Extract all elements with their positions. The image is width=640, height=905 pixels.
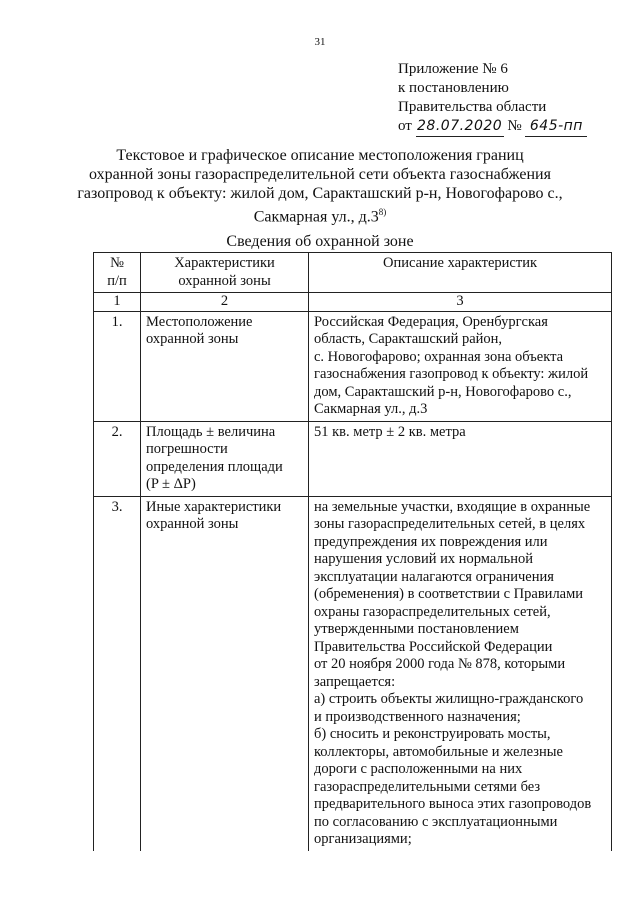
description-line: на земельные участки, входящие в охранные — [314, 498, 591, 515]
description-line: организациями; — [314, 831, 412, 847]
number-label: № — [507, 118, 522, 134]
protection-zone-table — [93, 252, 612, 851]
characteristic-line: (P ± ΔP) — [146, 476, 196, 492]
title-line-3: газопровод к объекту: жилой дом, Саракташский р-н, Новогофарово с., — [77, 185, 563, 202]
description-line: нарушения условий их нормальной — [314, 551, 534, 567]
description-line: предварительного выноса этих газопроводов — [314, 796, 592, 812]
title-line-4-text: Сакмарная ул., д.3 — [253, 208, 379, 226]
header-description: Описание характеристик — [309, 253, 612, 293]
description-line: Правительства Российской Федерации — [314, 638, 553, 655]
description-line: с. Новогофарово; охранная зона объекта — [314, 348, 564, 365]
footnote-mark: 8) — [378, 207, 387, 217]
characteristic-line: охранной зоны — [146, 331, 239, 347]
row-description — [309, 421, 612, 496]
handwritten-date: 28.07.2020 — [416, 117, 504, 137]
description-line: предупреждения их повреждения или — [314, 533, 548, 550]
appendix-date-line — [398, 117, 587, 137]
from-label: от — [398, 118, 412, 134]
row-number: 1. — [94, 311, 141, 421]
table-row — [94, 496, 612, 851]
appendix-block — [398, 60, 587, 137]
document-title — [60, 146, 580, 226]
description-line: а) строить объекты жилищно-гражданского — [314, 691, 584, 707]
title-line-2: охранной зоны газораспределительной сети объекта газоснабжения — [89, 166, 551, 183]
row-characteristic — [141, 311, 309, 421]
characteristic-line: охранной зоны — [146, 516, 239, 532]
description-line: коллекторы, автомобильные и железные — [314, 743, 563, 760]
description-line: по согласованию с эксплуатационными — [314, 813, 558, 830]
table-row — [94, 311, 612, 421]
row-characteristic — [141, 421, 309, 496]
row-description — [309, 311, 612, 421]
description-line: и производственного назначения; — [314, 708, 521, 725]
description-line: от 20 ноября 2000 года № 878, которыми — [314, 656, 566, 672]
description-line: газораспределительными сетями без — [314, 778, 541, 795]
title-line-4 — [60, 203, 580, 226]
appendix-title: Приложение № 6 — [398, 61, 508, 77]
row-description — [309, 496, 612, 851]
characteristic-line: Иные характеристики — [146, 498, 282, 515]
description-line: область, Саракташский район, — [314, 331, 503, 347]
description-line: охраны газораспределительных сетей, — [314, 603, 551, 620]
column-numbering-row — [94, 293, 612, 312]
row-number: 3. — [94, 496, 141, 851]
description-line: Сакмарная ул., д.3 — [314, 401, 428, 417]
characteristic-line: Местоположение — [146, 313, 253, 330]
header-characteristics — [141, 253, 309, 293]
description-line: 51 кв. метр ± 2 кв. метра — [314, 423, 466, 440]
description-line: запрещается: — [314, 673, 396, 690]
characteristic-line: Площадь ± величина — [146, 423, 276, 440]
appendix-line-2: к постановлению — [398, 80, 509, 96]
title-line-1: Текстовое и графическое описание местоположения границ — [116, 147, 524, 164]
header-number — [94, 253, 141, 293]
description-line: утвержденными постановлением — [314, 621, 519, 637]
description-line: дом, Саракташский р-н, Новогофарово с., — [314, 383, 572, 400]
description-line: зоны газораспределительных сетей, в целях — [314, 516, 586, 532]
description-line: эксплуатации налагаются ограничения — [314, 568, 554, 585]
appendix-line-3: Правительства области — [398, 99, 547, 115]
description-line: Российская Федерация, Оренбургская — [314, 313, 548, 330]
header-number-line-2: п/п — [107, 272, 127, 289]
column-number-3: 3 — [309, 293, 612, 312]
characteristic-line: определения площади — [146, 458, 283, 475]
characteristic-line: погрешности — [146, 441, 228, 457]
header-characteristics-line-1: Характеристики — [174, 255, 275, 271]
header-characteristics-line-2: охранной зоны — [178, 272, 271, 289]
description-line: (обременения) в соответствии с Правилами — [314, 586, 584, 602]
description-line: б) сносить и реконструировать мосты, — [314, 726, 551, 742]
description-line: газоснабжения газопровод к объекту: жилой — [314, 366, 589, 382]
column-number-1: 1 — [94, 293, 141, 312]
table-caption: Сведения об охранной зоне — [226, 233, 414, 250]
header-number-line-1: № — [110, 255, 124, 271]
handwritten-number: 645-пп — [525, 117, 587, 137]
table-header-row — [94, 253, 612, 293]
row-characteristic — [141, 496, 309, 851]
page-number: 31 — [314, 36, 326, 48]
column-number-2: 2 — [141, 293, 309, 312]
description-line: дороги с расположенными на них — [314, 761, 523, 777]
row-number: 2. — [94, 421, 141, 496]
table-row — [94, 421, 612, 496]
